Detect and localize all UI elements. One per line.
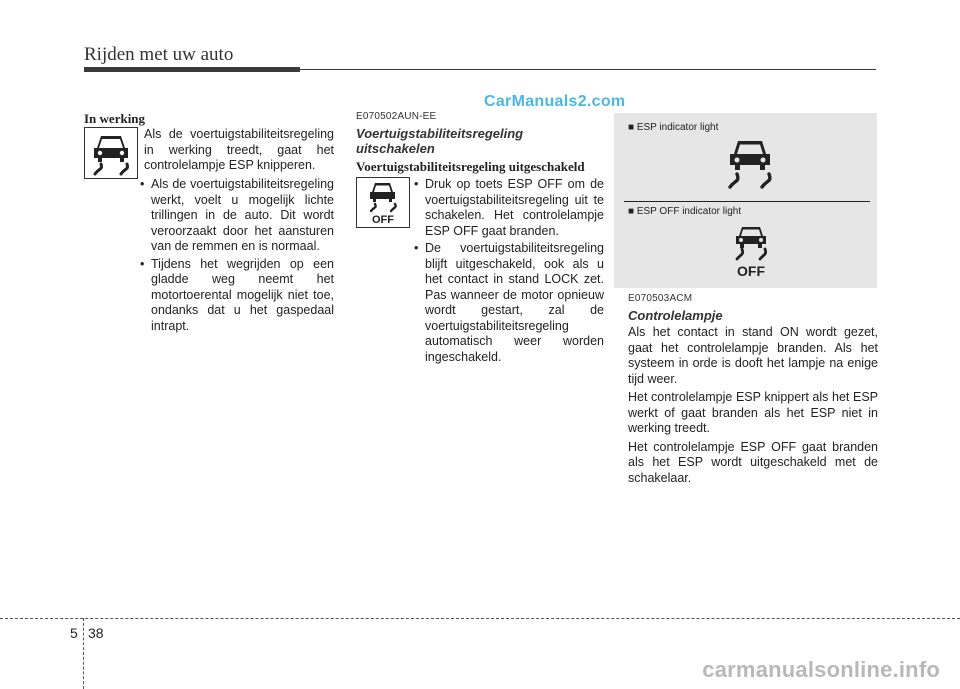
watermark-link[interactable]: CarManuals2.com: [484, 93, 626, 110]
subheading-uitgeschakeld: Voertuigstabiliteitsregeling uitgeschakeld: [356, 159, 585, 174]
esp-skid-car-icon: [85, 128, 137, 178]
col2-bullet-list: [414, 177, 604, 367]
paragraph: Het controlelampje ESP OFF gaat branden als het ESP wordt uitgeschakeld met de schakelaar.: [628, 439, 878, 485]
paragraph: Het controlelampje ESP knippert als het ESP werkt of gaat branden als het ESP niet in werking treedt.: [628, 390, 878, 435]
list-item: • De voertuigstabiliteitsregeling blijft uitgeschakeld, ook als u het contact in stand LOCK zet. Pas wanneer de motor opnieuw wordt gestart, zal de voertuigstabiliteitsregeling automatisch weer worden ingeschakeld.: [414, 241, 604, 364]
header-rule: [300, 69, 876, 70]
panel-label-esp: ■ ESP indicator light: [628, 122, 719, 133]
section-code: E070502AUN-EE: [356, 111, 437, 122]
esp-off-indicator-icon: [730, 224, 774, 278]
section-title-controlelampje: Controlelampje: [628, 308, 723, 323]
off-label: OFF: [372, 214, 394, 226]
panel-divider: [624, 201, 870, 202]
col1-intro: Als de voertuigstabiliteitsregeling in werking treedt, gaat het controlelampje ESP knipperen.: [144, 127, 334, 172]
section-code-controlelampje: E070503ACM: [628, 293, 693, 304]
page-number: 38: [88, 625, 104, 641]
paragraph: Als het contact in stand ON wordt gezet, gaat het controlelampje branden. Als het systeem in orde is dooft het lampje na enige tijd weer.: [628, 325, 878, 386]
section-title-uitschakelen: Voertuigstabiliteitsregeling uitschakelen: [356, 126, 524, 156]
chapter-number: 5: [70, 625, 78, 641]
footer-rule: [0, 618, 960, 619]
footer-watermark: carmanualsonline.info: [702, 657, 940, 682]
esp-off-icon: [357, 178, 409, 227]
footer-vertical-rule: [83, 618, 84, 689]
col3-paragraphs: [628, 325, 878, 489]
esp-icon-box: [84, 127, 138, 179]
header-bar: [84, 67, 300, 72]
list-item: • Tijdens het wegrijden op een gladde weg neemt het motortoerental mogelijk niet toe, ondanks dat u het gaspedaal intrapt.: [140, 256, 334, 333]
off-text: OFF: [737, 263, 765, 278]
esp-off-icon-box: [356, 177, 410, 228]
panel-label-esp-off: ■ ESP OFF indicator light: [628, 206, 742, 217]
col1-bullet-list: [140, 177, 334, 336]
list-item: • Druk op toets ESP OFF om de voertuigstabiliteitsregeling uit te schakelen. Het controlelampje ESP OFF gaat branden.: [414, 177, 604, 238]
page-header-title: Rijden met uw auto: [84, 44, 234, 65]
section-heading-in-werking: In werking: [84, 111, 146, 126]
list-item: • Als de voertuigstabiliteitsregeling werkt, voelt u mogelijk lichte trillingen in de auto. Dit wordt veroorzaakt door het aansturen van de remmen en is normaal.: [140, 177, 334, 253]
esp-indicator-icon: [722, 138, 778, 190]
